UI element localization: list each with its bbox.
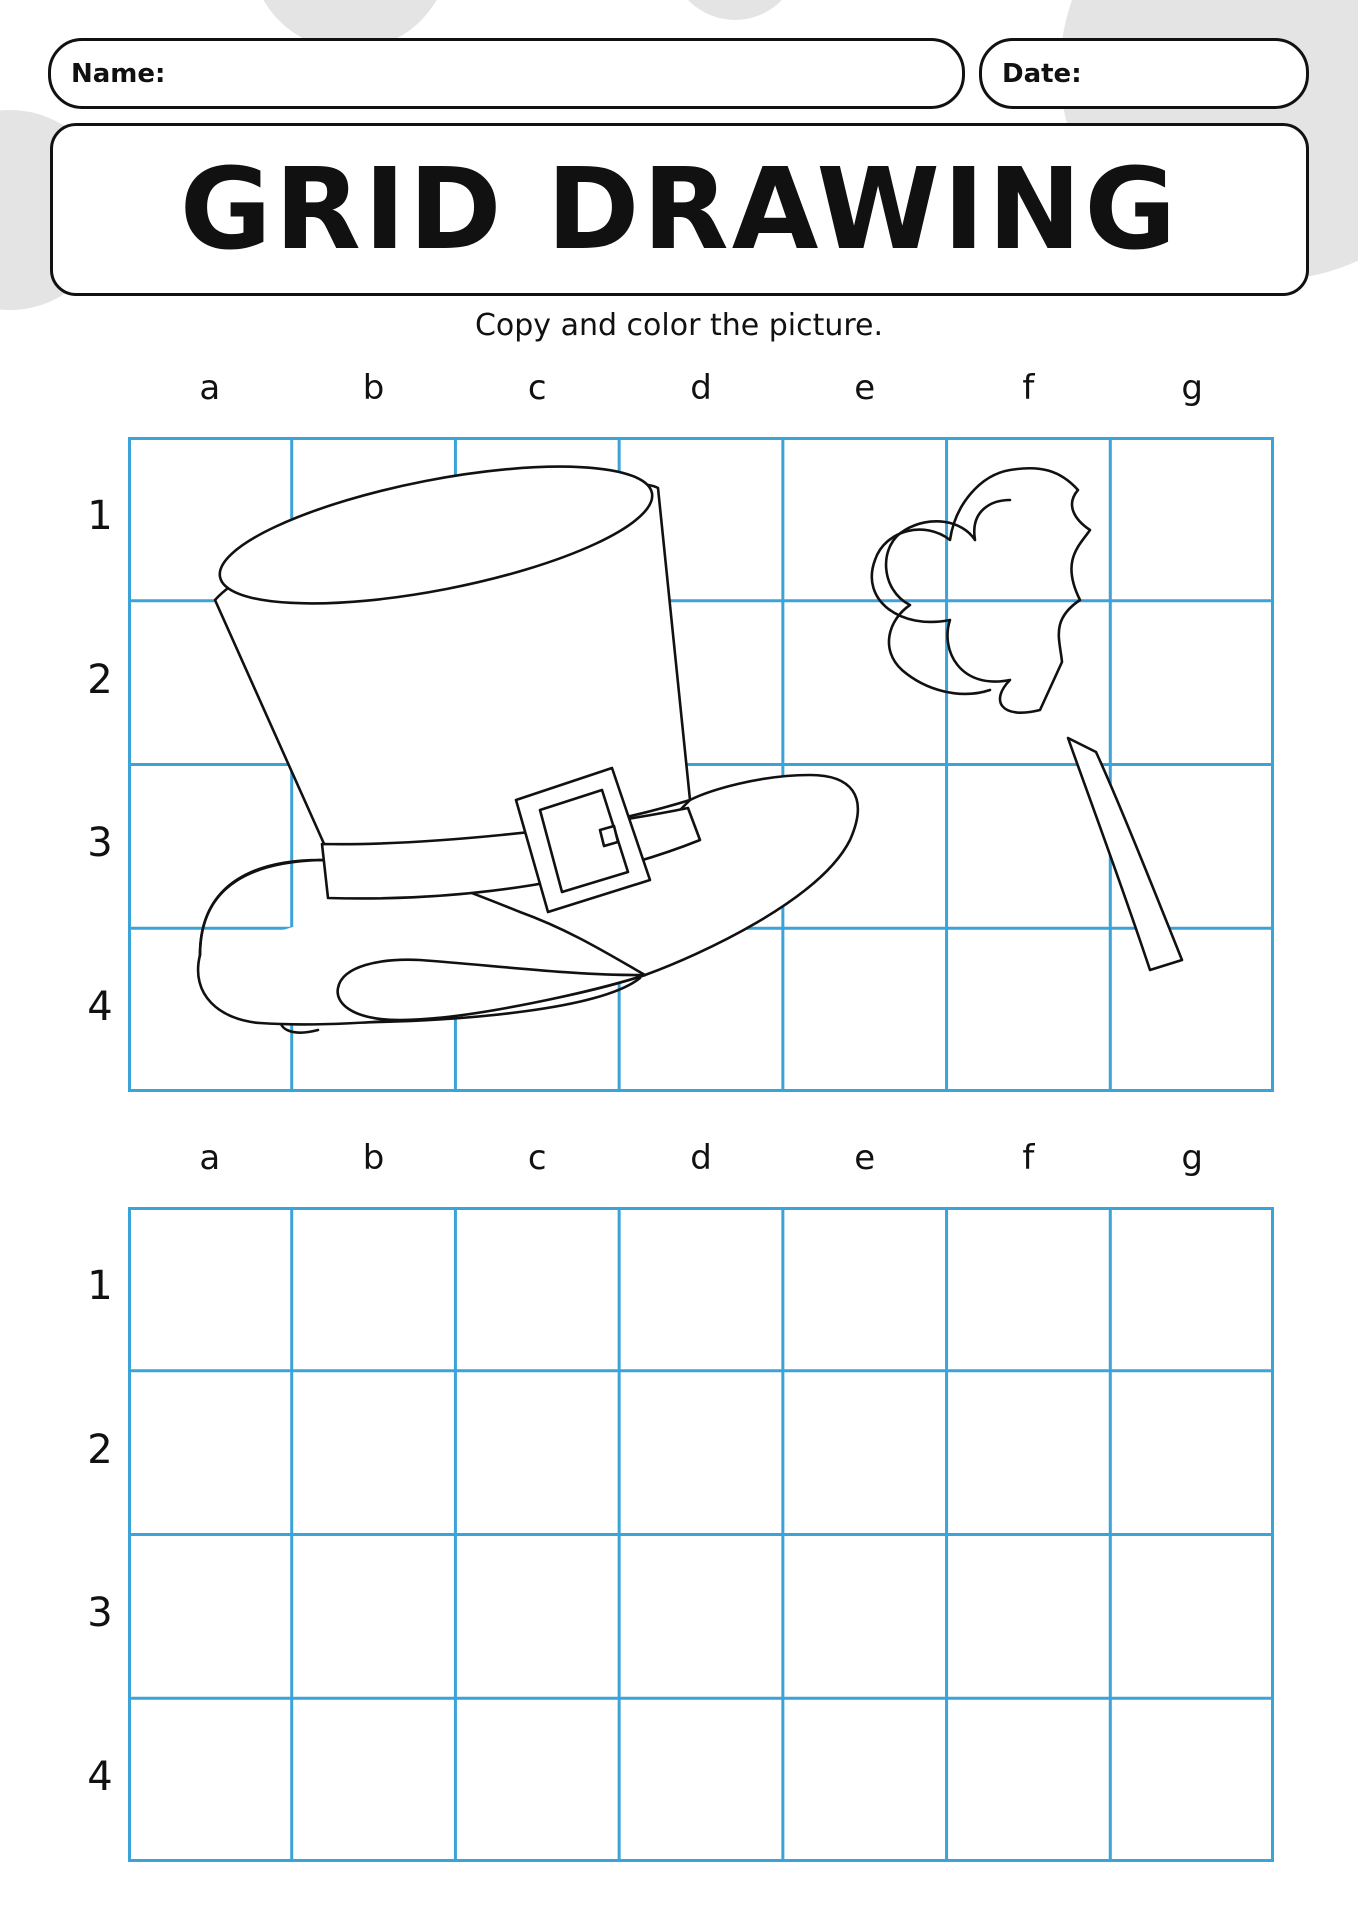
top-row-label-2: 2 (87, 656, 113, 703)
bottom-column-label-f: f (1022, 1138, 1035, 1178)
top-column-label-a: a (199, 368, 221, 408)
top-column-label-e: e (854, 368, 876, 408)
name-label: Name: (71, 58, 166, 89)
bottom-row-label-2: 2 (87, 1426, 113, 1473)
practice-grid (128, 1207, 1274, 1862)
top-row-label-1: 1 (87, 492, 113, 539)
bottom-column-label-e: e (854, 1138, 876, 1178)
bottom-row-label-1: 1 (87, 1262, 113, 1309)
instructions: Copy and color the picture. (474, 308, 884, 343)
top-column-label-c: c (527, 368, 547, 408)
top-row-label-4: 4 (87, 984, 113, 1031)
date-label: Date: (1002, 58, 1082, 89)
top-column-label-g: g (1181, 368, 1203, 408)
bottom-column-label-a: a (199, 1138, 221, 1178)
top-row-label-3: 3 (87, 820, 113, 867)
bottom-column-label-c: c (527, 1138, 547, 1178)
page-title: GRID DRAWING (179, 144, 1180, 275)
shamrock-icon (872, 468, 1182, 970)
bottom-column-label-d: d (690, 1138, 712, 1178)
bottom-column-label-b: b (362, 1138, 385, 1178)
bottom-column-label-g: g (1181, 1138, 1203, 1178)
bottom-row-label-4: 4 (87, 1754, 113, 1801)
top-column-label-f: f (1022, 368, 1035, 408)
bottom-row-label-3: 3 (87, 1590, 113, 1637)
top-hat-icon (198, 439, 858, 1033)
top-column-label-b: b (362, 368, 385, 408)
top-column-label-d: d (690, 368, 712, 408)
